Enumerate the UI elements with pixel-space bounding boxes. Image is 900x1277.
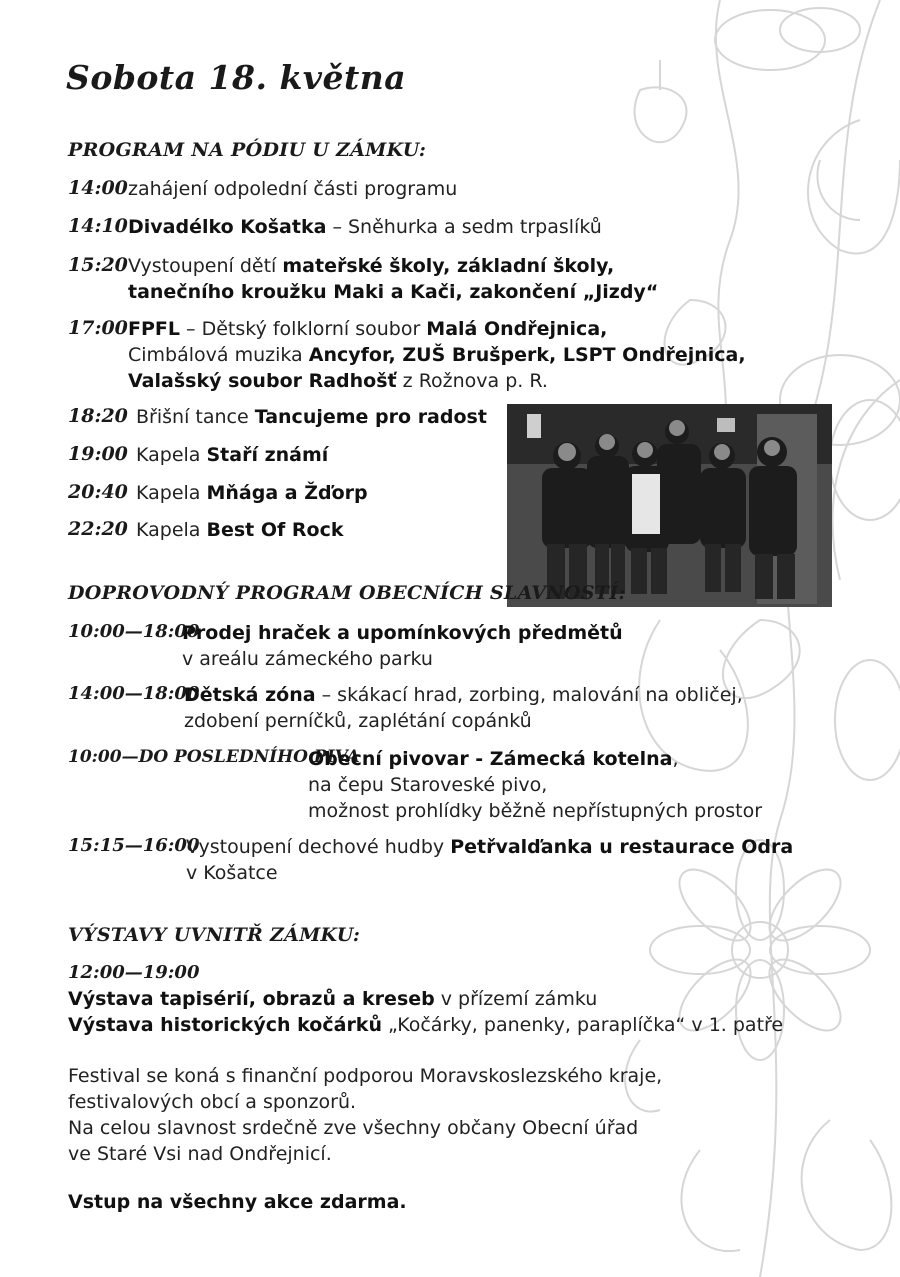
program-item-text: Vystoupení dechové hudby Petřvalďanka u restaurace Odra v Košatce xyxy=(186,836,794,884)
program-item-text: Kapela Staří známí xyxy=(136,444,329,466)
exhibitions-heading: VÝSTAVY UVNITŘ ZÁMKU: xyxy=(68,924,361,946)
time-label: 10:00—DO POSLEDNÍHO PIVA xyxy=(68,747,360,767)
program-item-text: Obecní pivovar - Zámecká kotelna, na čepu Staroveské pivo, možnost prohlídky běžně nepřístupných prostor xyxy=(308,748,763,822)
program-item-text: FPFL – Dětský folklorní soubor Malá Ondřejnica, Cimbálová muzika Ancyfor, ZUŠ Brušperk, LSPT Ondřejnica, Valašský soubor Radhošť z Rožnova p. R. xyxy=(128,318,746,392)
time-label: 18:20 xyxy=(68,405,128,427)
program-item-text: Prodej hraček a upomínkových předmětů v areálu zámeckého parku xyxy=(182,622,623,670)
program-item-text: Břišní tance Tancujeme pro radost xyxy=(136,406,487,428)
program-item-text: zahájení odpolední části programu xyxy=(128,178,458,200)
program-item-text: Dětská zóna – skákací hrad, zorbing, malování na obličej, zdobení perníčků, zaplétání copánků xyxy=(184,684,743,732)
program-item-text: Vystoupení dětí mateřské školy, základní školy, tanečního kroužku Maki a Kači, zakončení „Jizdy“ xyxy=(128,255,659,303)
time-label: 19:00 xyxy=(68,443,128,465)
footer-text: Festival se koná s finanční podporou Moravskoslezského kraje, festivalových obcí a sponzorů. Na celou slavnost srdečně zve všechny občany Obecní úřad ve Staré Vsi nad Ondřejnicí. xyxy=(68,1065,663,1165)
time-label: 20:40 xyxy=(68,481,128,503)
time-label: 14:00 xyxy=(68,177,128,199)
program-item-text: Divadélko Košatka – Sněhurka a sedm trpaslíků xyxy=(128,216,602,238)
time-label: 22:20 xyxy=(68,518,128,540)
time-label: 15:15—16:00 xyxy=(68,835,200,856)
exhibitions-text: Výstava tapisérií, obrazů a kreseb v přízemí zámku Výstava historických kočárků „Kočárky, panenky, paraplíčka“ v 1. patře xyxy=(68,988,784,1036)
program-item-text: Kapela Best Of Rock xyxy=(136,519,344,541)
time-label: 14:00—18:00 xyxy=(68,683,200,704)
free-entry-note: Vstup na všechny akce zdarma. xyxy=(68,1191,407,1213)
time-label: 10:00—18:00 xyxy=(68,621,200,642)
accompanying-program-heading: DOPROVODNÝ PROGRAM OBECNÍCH SLAVNOSTÍ: xyxy=(68,582,626,604)
time-label: 14:10 xyxy=(68,215,128,237)
program-item-text: Kapela Mňága a Žďorp xyxy=(136,482,368,504)
time-label: 12:00—19:00 xyxy=(68,962,200,983)
page-title: Sobota 18. května xyxy=(66,58,407,97)
time-label: 17:00 xyxy=(68,317,128,339)
time-label: 15:20 xyxy=(68,254,128,276)
band-photo xyxy=(507,404,832,607)
stage-program-heading: PROGRAM NA PÓDIU U ZÁMKU: xyxy=(68,139,427,161)
